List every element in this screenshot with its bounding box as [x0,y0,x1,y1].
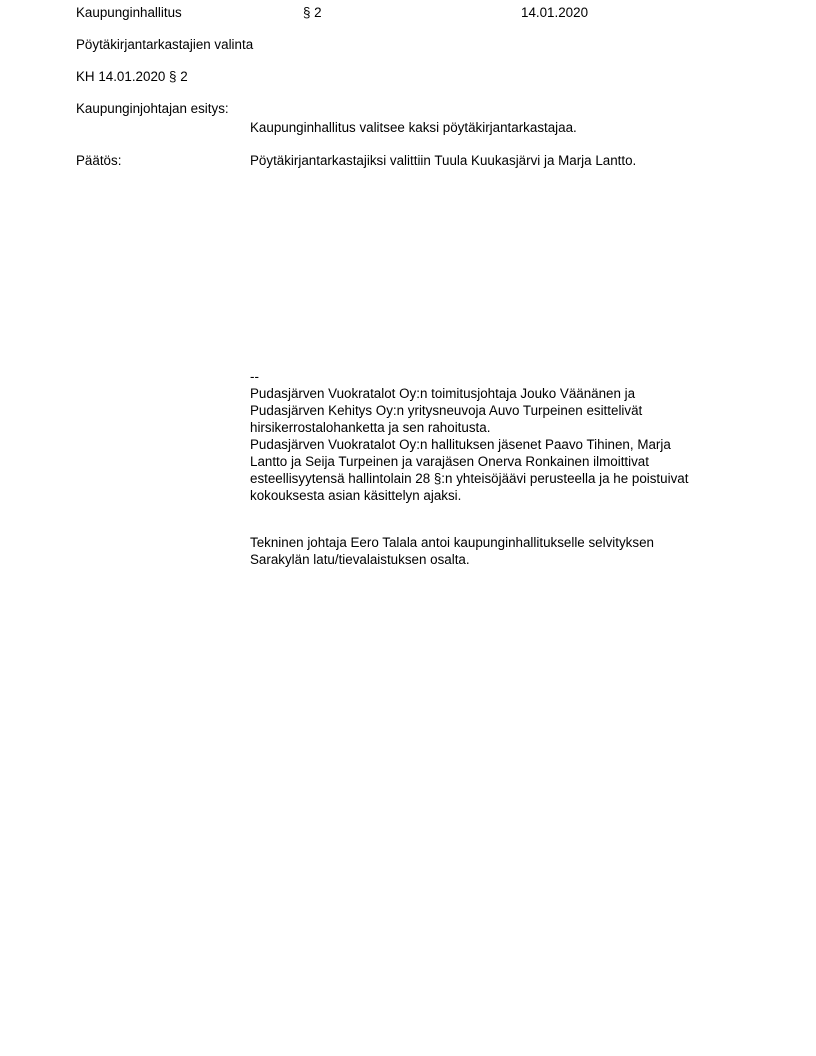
meeting-reference: KH 14.01.2020 § 2 [76,69,188,84]
proposal-text: Kaupunginhallitus valitsee kaksi pöytäkirjantarkastajaa. [250,120,577,135]
technical-director-statement [250,534,750,568]
header-organization: Kaupunginhallitus [76,5,182,20]
proposal-label: Kaupunginjohtajan esitys: [76,101,229,116]
decision-label: Päätös: [76,153,122,168]
notes-line: -- [250,369,259,384]
statement-line: Sarakylän latu/tievalaistuksen osalta. [250,552,470,567]
statement-line: Tekninen johtaja Eero Talala antoi kaupunginhallitukselle selvityksen [250,535,654,550]
notes-line: esteellisyytensä hallintolain 28 §:n yhteisöjäävi perusteella ja he poistuivat [250,471,689,486]
notes-line: Pudasjärven Vuokratalot Oy:n hallituksen jäsenet Paavo Tihinen, Marja [250,437,671,452]
agenda-item-title: Pöytäkirjantarkastajien valinta [76,37,254,52]
decision-text: Pöytäkirjantarkastajiksi valittiin Tuula Kuukasjärvi ja Marja Lantto. [250,153,637,168]
notes-line: hirsikerrostalohanketta ja sen rahoitusta. [250,420,491,435]
notes-line: Pudasjärven Vuokratalot Oy:n toimitusjohtaja Jouko Väänänen ja [250,386,636,401]
notes-line: Pudasjärven Kehitys Oy:n yritysneuvoja Auvo Turpeinen esittelivät [250,403,643,418]
header-date: 14.01.2020 [521,5,589,20]
meeting-notes-paragraph [250,368,750,504]
header-section-number: § 2 [303,5,322,20]
notes-line: kokouksesta asian käsittelyn ajaksi. [250,488,462,503]
notes-line: Lantto ja Seija Turpeinen ja varajäsen Onerva Ronkainen ilmoittivat [250,454,649,469]
